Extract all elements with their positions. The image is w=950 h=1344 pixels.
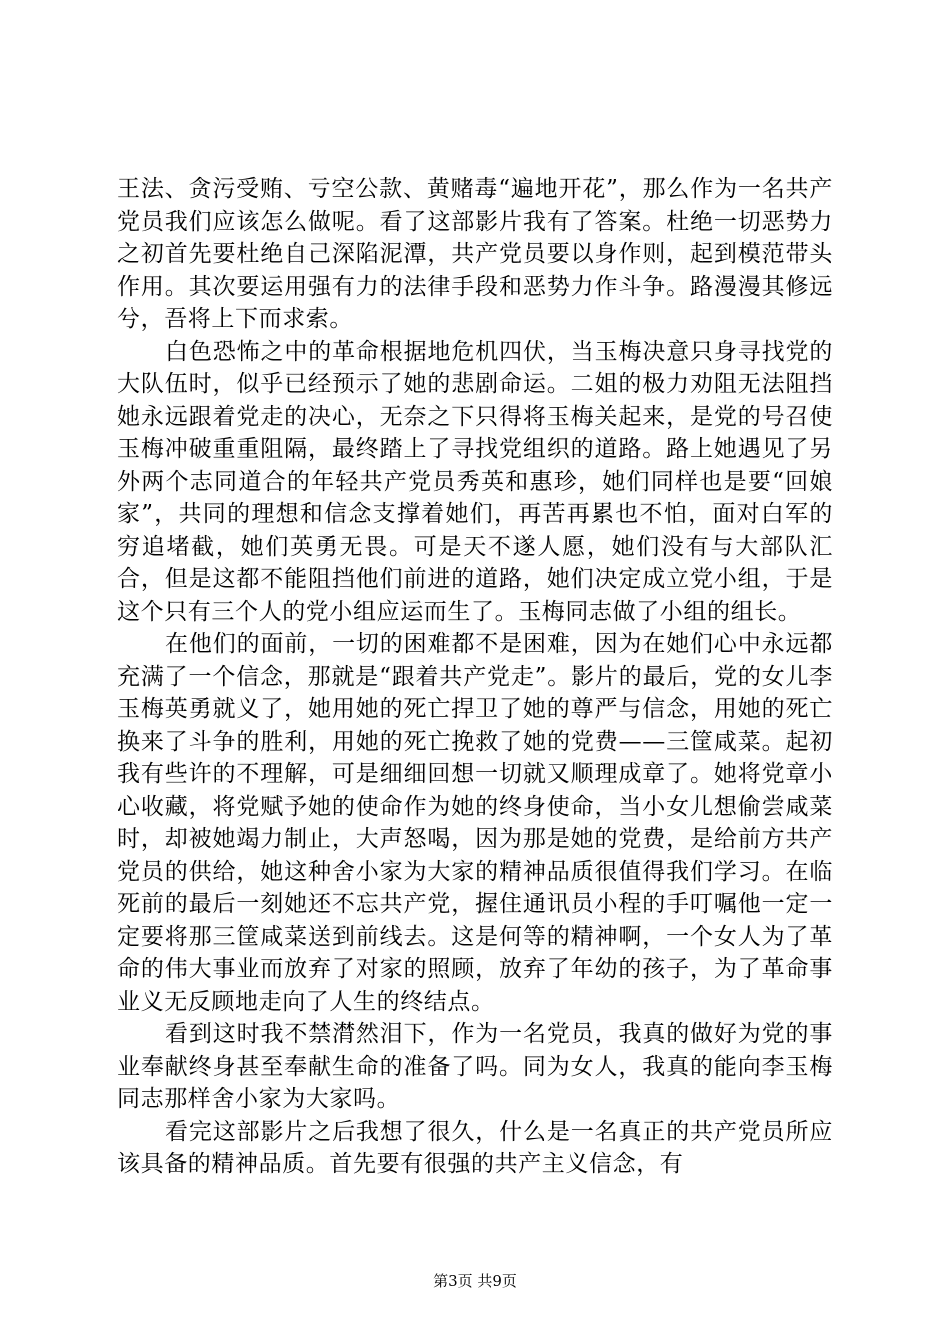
document-body <box>117 173 833 1181</box>
paragraph-3: 在他们的面前，一切的困难都不是困难，因为在她们心中永远都充满了一个信念，那就是“跟着共产党走”。影片的最后，党的女儿李玉梅英勇就义了，她用她的死亡捍卫了她的尊严与信念，用她的死亡换来了斗争的胜利，用她的死亡挽救了她的党费——三筐咸菜。起初我有些许的不理解，可是细细回想一切就又顺理成章了。她将党章小心收藏，将党赋予她的使命作为她的终身使命，当小女儿想偷尝咸菜时，却被她竭力制止，大声怒喝，因为那是她的党费，是给前方共产党员的供给，她这种舍小家为大家的精神品质很值得我们学习。在临死前的最后一刻她还不忘共产党，握住通讯员小程的手叮嘱他一定一定要将那三筐咸菜送到前线去。这是何等的精神啊，一个女人为了革命的伟大事业而放弃了对家的照顾，放弃了年幼的孩子，为了革命事业义无反顾地走向了人生的终结点。 <box>117 631 833 1015</box>
page-footer: 第3页 共9页 <box>433 1272 517 1290</box>
paragraph-4: 看到这时我不禁潸然泪下，作为一名党员，我真的做好为党的事业奉献终身甚至奉献生命的准备了吗。同为女人，我真的能向李玉梅同志那样舍小家为大家吗。 <box>117 1021 833 1112</box>
paragraph-2: 白色恐怖之中的革命根据地危机四伏，当玉梅决意只身寻找党的大队伍时，似乎已经预示了她的悲剧命运。二姐的极力劝阻无法阻挡她永远跟着党走的决心，无奈之下只得将玉梅关起来，是党的号召使玉梅冲破重重阻隔，最终踏上了寻找党组织的道路。路上她遇见了另外两个志同道合的年轻共产党员秀英和惠珍，她们同样也是要“回娘家”，共同的理想和信念支撑着她们，再苦再累也不怕，面对白军的穷追堵截，她们英勇无畏。可是天不遂人愿，她们没有与大部队汇合，但是这都不能阻挡他们前进的道路，她们决定成立党小组，于是这个只有三个人的党小组应运而生了。玉梅同志做了小组的组长。 <box>117 338 833 625</box>
paragraph-1: 王法、贪污受贿、亏空公款、黄赌毒“遍地开花”，那么作为一名共产党员我们应该怎么做呢。看了这部影片我有了答案。杜绝一切恶势力之初首先要杜绝自己深陷泥潭，共产党员要以身作则，起到模范带头作用。其次要运用强有力的法律手段和恶势力作斗争。路漫漫其修远兮，吾将上下而求索。 <box>117 176 833 332</box>
paragraph-5: 看完这部影片之后我想了很久，什么是一名真正的共产党员所应该具备的精神品质。首先要有很强的共产主义信念，有 <box>117 1118 833 1177</box>
